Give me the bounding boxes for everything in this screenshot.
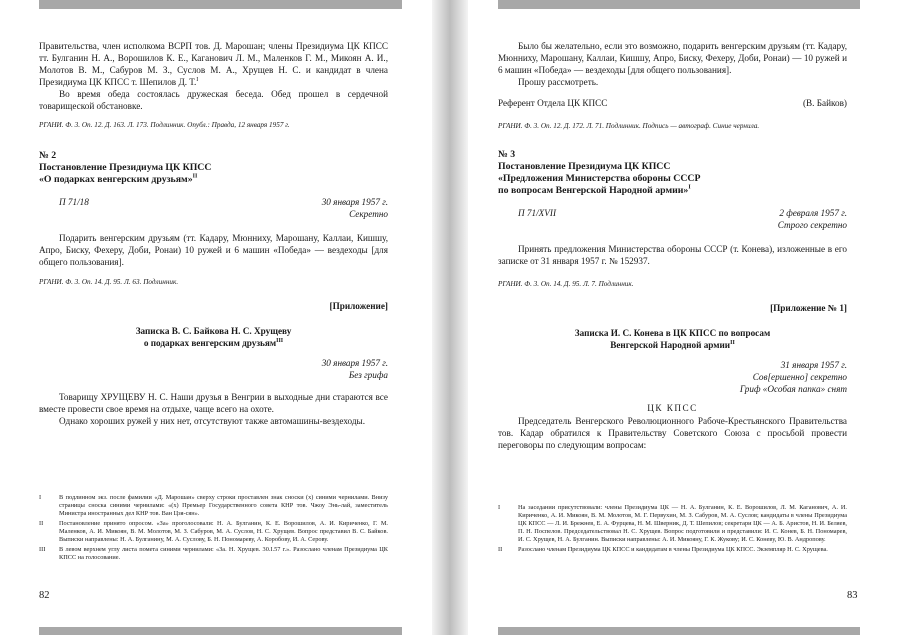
footnote-text: В подлинном экз. после фамилии «Д. Марошан» сверху строки проставлен знак сноски (x) синими чернилами. Внизу страницы сноска синими чернилами: «(x) Премьер Государственного совета КНР тов. Чжоу Энь-лай, заместитель Министра иностранных дел КНР тов. Ван Цзя-сян». [59, 494, 388, 517]
appendix-label: [Приложение] [329, 301, 388, 311]
source-reference: РГАНИ. Ф. 3. Оп. 12. Д. 172. Л. 71. Подлинник. Подпись — автограф. Синие чернила. [498, 122, 760, 130]
note-date: 30 января 1957 г. [321, 358, 388, 368]
doc-3-heading [498, 149, 847, 197]
page-left [0, 0, 432, 635]
note-date: 31 января 1957 г. [780, 360, 847, 370]
note-title-line: о подарках венгерским друзьям$^{III}$ [143, 337, 284, 348]
note-paragraph: Товарищу ХРУЩЕВУ Н. С. Наши друзья в Венгрии в выходные дни стараются все вместе провести свое время на отдыхе, чаще всего на охоте. [39, 392, 388, 414]
footnotes [39, 494, 388, 564]
signature-line [498, 98, 847, 108]
footnotes [498, 504, 847, 556]
request-paragraph: Прошу рассмотреть. [518, 77, 599, 87]
doc-number: № 2 [39, 150, 57, 161]
note-grif: Без грифа [348, 370, 388, 380]
note-addressee: ЦК КПСС [647, 403, 698, 413]
footnote-mark: I [39, 494, 42, 501]
page-number: 83 [847, 590, 858, 601]
referent-label: Референт Отдела ЦК КПСС [498, 98, 608, 108]
page-right [468, 0, 900, 635]
footnote [39, 494, 388, 518]
footnote-text: В левом верхнем углу листа помета синими чернилами: «За. Н. Хрущев. 30.I.57 г.». Разослано членам Президиума ЦК КПСС на голосование. [59, 546, 388, 561]
resolution-text: Принять предложения Министерства обороны СССР (т. Конева), изложенные в его записке от 31 января 1957 г. № 152937. [498, 244, 847, 266]
source-reference: РГАНИ. Ф. 3. Оп. 14. Д. 95. Л. 63. Подлинник. [39, 278, 179, 286]
footnote-text: Постановление принято опросом. «За» проголосовали: Н. А. Булганин, К. Е. Ворошилов, А. И. Кириченко, Г. М. Маленков, А. И. Микоян, В. М. Молотов, М. З. Сабуров, М. А. Суслов, Н. С. Хрущев. Вопрос представил В. С. Байков. Выписки направлены: Н. А. Булганину, М. А. Суслову, Б. Н. Пономареву, А. Коробову, И. А. Серову. [59, 520, 388, 543]
footnote [39, 520, 388, 544]
source-reference: РГАНИ. Ф. 3. Оп. 12. Д. 163. Л. 173. Подлинник. Опубл.: Правда, 12 января 1957 г. [39, 121, 290, 129]
book-gutter [432, 0, 468, 635]
note-paragraph: Однако хороших ружей у них нет, отсутствуют также автомашины-вездеходы. [59, 416, 366, 426]
bottom-bar [39, 627, 402, 635]
dinner-paragraph: Во время обеда состоялась дружеская беседа. Обед прошел в сердечной товарищеской обстановке. [39, 89, 388, 111]
doc-date: 30 января 1957 г. [321, 197, 388, 207]
footnote-mark: III [39, 546, 46, 553]
doc-meta-row [39, 196, 388, 208]
footnote-text: На заседании присутствовали: члены Президиума ЦК — Н. А. Булганин, К. Е. Ворошилов, Л. М. Каганович, А. И. Кириченко, А. И. Микоян, В. М. Молотов, М. Г. Первухин, М. З. Сабуров, М. А. Суслов; кандидаты в члены Президиума ЦК КПСС — Л. И. Брежнев, Е. А. Фурцева, Н. М. Шверник, Д. Т. Шепилов; секретари ЦК — А. Б. Аристов, Н. И. Беляев, П. Н. Поспелов. Председательствовал Н. С. Хрущев. Вопрос подготовили и представили: И. С. Конев, Б. Н. Пономарев, И. С. Хрущев, Н. А. Булганин. Выписки направлены: А. И. Микояну, Г. К. Жукову; И. С. Коневу, Ю. В. Андропову. [518, 504, 847, 543]
page-number: 82 [39, 590, 50, 601]
note-secrecy: Сов[ершенно] секретно [752, 372, 847, 382]
footnote [39, 546, 388, 562]
note-paragraph: Председатель Венгерского Революционного Рабоче-Крестьянского Правительства тов. Кадар обратился к Правительству Советского Союза с просьбой провести переговоры по следующим вопросам: [498, 416, 847, 450]
doc-title-line: Постановление Президиума ЦК КПСС [39, 162, 212, 173]
top-bar [39, 0, 402, 9]
doc-title-line: Постановление Президиума ЦК КПСС [498, 161, 671, 172]
continuation-paragraph: Было бы желательно, если это возможно, подарить венгерским друзьям (тт. Кадару, Мюнниху, Марошану, Каллаи, Кишшу, Апро, Биску, Фехеру, Доби, Ронаи) — 10 ружей и 6 машин «Победа» — вездеходы [для общего пользования]. [498, 41, 847, 75]
doc-number: № 3 [498, 149, 516, 160]
registration-number: П 71/18 [59, 197, 89, 207]
doc-meta-row [498, 207, 847, 219]
doc-title-line: по вопросам Венгерской Народной армии»$^I$ [498, 184, 691, 196]
resolution-text: Подарить венгерским друзьям (тт. Кадару, Мюнниху, Марошану, Каллаи, Кишшу, Апро, Биску, Фехеру, Доби, Ронаи) 10 ружей и 6 машин «Победа» — вездеходы [для общего пользования]. [39, 233, 388, 267]
note-grif: Гриф «Особая папка» снят [739, 384, 847, 394]
doc-2-heading [39, 150, 388, 186]
footnote [498, 546, 847, 554]
note-title-line: Записка В. С. Байкова Н. С. Хрущеву [135, 326, 292, 336]
source-reference: РГАНИ. Ф. 3. Оп. 14. Д. 95. Л. 7. Подлинник. [498, 280, 634, 288]
footnote-mark: I [498, 504, 501, 511]
doc-title-line: «О подарках венгерским друзьям»$^{II}$ [39, 173, 198, 185]
secrecy-stamp: Секретно [349, 209, 388, 219]
footnote-mark: II [39, 520, 44, 527]
registration-number: П 71/XVII [518, 208, 557, 218]
top-bar [498, 0, 860, 9]
footnote-text: Разослано членам Президиума ЦК КПСС и кандидатам в члены Президиума ЦК КПСС. Экземпляр Н. С. Хрущева. [518, 546, 828, 553]
footnote-mark: II [498, 546, 503, 553]
referent-name: (В. Байков) [802, 98, 847, 108]
note-title-line: Записка И. С. Конева в ЦК КПСС по вопросам [574, 328, 771, 338]
doc-date: 2 февраля 1957 г. [779, 208, 847, 218]
note-title-line: Венгерской Народной армии$^{II}$ [610, 339, 735, 350]
note-heading [498, 327, 847, 351]
continuation-paragraph: Правительства, член исполкома ВСРП тов. Д. Марошан; члены Президиума ЦК КПСС тт. Булганин Н. А., Ворошилов К. Е., Каганович Л. М., Маленков Г. М., Микоян А. И., Молотов В. М., Сабуров М. З., Суслов М. А., Хрущев Н. С. и кандидат в члена Президиума ЦК КПСС т. Шепилов Д. Т.$^I$ [39, 41, 388, 87]
secrecy-stamp: Строго секретно [777, 220, 847, 230]
appendix-label: [Приложение № 1] [770, 303, 847, 313]
note-heading [39, 325, 388, 349]
footnote [498, 504, 847, 544]
bottom-bar [498, 627, 860, 635]
doc-title-line: «Предложения Министерства обороны СССР [498, 173, 701, 184]
